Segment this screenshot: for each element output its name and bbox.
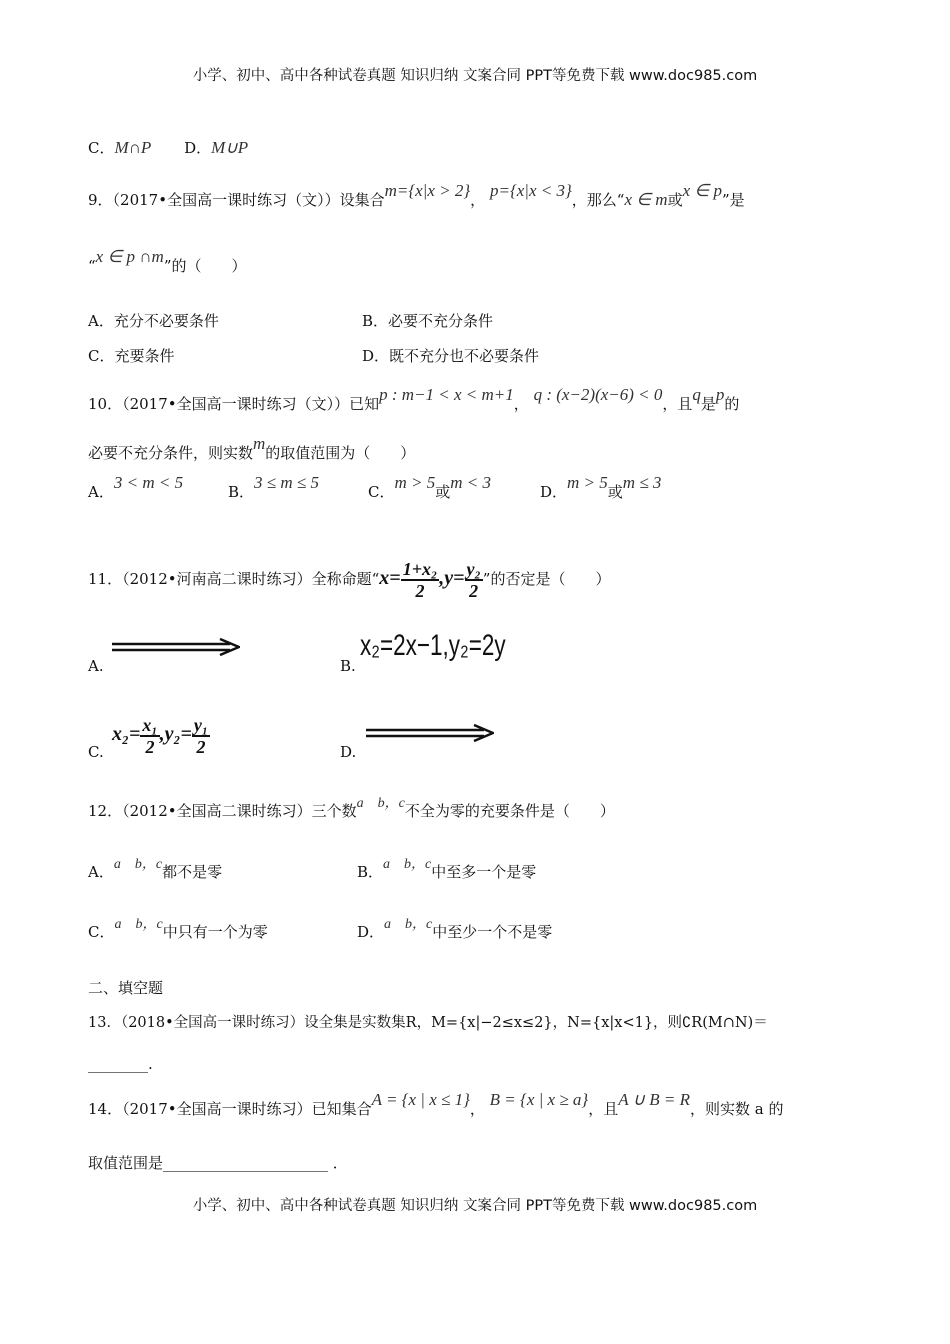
double-arrow-icon (112, 638, 240, 656)
q9-option-a (88, 311, 219, 331)
q10-option-d (540, 473, 662, 502)
option-label: B． (357, 863, 384, 881)
q12-option-b (357, 857, 537, 884)
option-text: 中只有一个为零 (162, 923, 268, 941)
q14-mid: ，且 (588, 1100, 619, 1118)
q14-sep: ， (469, 1100, 485, 1118)
q10-end: 的 (724, 395, 740, 413)
option-vars: a b，c (113, 857, 163, 872)
question-14 (88, 1090, 784, 1119)
q9-set-m: m={x|x > 2} (384, 181, 471, 200)
q11-y: y (444, 567, 454, 589)
option-math: x₂=2x−1,y₂=2y (360, 629, 506, 662)
q10-q-var: q (692, 385, 701, 404)
q12-end: 不全为零的充要条件是（ ） (404, 802, 615, 820)
denominator: 2 (196, 737, 206, 757)
numerator: 1+x₂ (402, 559, 438, 579)
option-label: D． (357, 923, 385, 941)
page-header: 小学、初中、高中各种试卷真题 知识归纳 文案合同 PPT等免费下载 www.doc985.com (192, 68, 758, 84)
fraction (192, 715, 210, 757)
q14-stem: 14．（2017•全国高一课时练习）已知集合 (88, 1100, 372, 1118)
option-label: C． (88, 347, 115, 365)
q12-vars: a b，c (356, 796, 405, 811)
option-d-label: D． (184, 139, 212, 157)
option-vars: a b，c (384, 917, 433, 932)
q10-option-c (368, 473, 491, 502)
option-label: A． (88, 863, 114, 881)
numerator: y₂ (466, 559, 481, 579)
q10-p: p : m−1 < x < m+1 (379, 385, 514, 404)
q12-stem: 12．（2012•全国高二课时练习）三个数 (88, 802, 357, 820)
q9-math1: x ∈ m (624, 190, 668, 209)
option-math: m > 5 (567, 473, 608, 492)
q11-end: ”的否定是（ ） (482, 570, 611, 588)
option-math2: m ≤ 3 (622, 473, 662, 492)
q11-fraction-x (401, 559, 440, 601)
option-label: C． (88, 923, 115, 941)
q11-eq: = (389, 567, 401, 589)
q11-option-a-label: A. (88, 657, 104, 675)
option-label: C． (368, 483, 395, 501)
q9-stem: 9．（2017•全国高一课时练习（文））设集合 (88, 191, 385, 209)
q9-or: 或 (667, 191, 683, 209)
option-text: 充分不必要条件 (113, 312, 219, 330)
q9-mid: ，那么“ (571, 191, 625, 209)
q10-is: 是 (700, 395, 716, 413)
q14-line2 (88, 1153, 348, 1173)
q14-union: A ∪ B = R (618, 1090, 690, 1109)
option-vars: a b，c (114, 917, 163, 932)
q9-quote: “ (88, 257, 96, 275)
q9-sep: ， (470, 191, 486, 209)
page-footer: 小学、初中、高中各种试卷真题 知识归纳 文案合同 PPT等免费下载 www.doc985.com (192, 1198, 758, 1214)
option-label: B． (228, 483, 255, 501)
option-text: 必要不充分条件 (388, 312, 494, 330)
option-text: 都不是零 (162, 863, 223, 881)
option-math: 3 ≤ m ≤ 5 (254, 473, 319, 492)
denominator: 2 (145, 737, 155, 757)
q10-mid: ，且 (662, 395, 693, 413)
option-c-label: C． (88, 139, 115, 157)
option-text: 中至少一个不是零 (432, 923, 553, 941)
denominator: 2 (415, 581, 425, 601)
question-13: 13．（2018•全国高一课时练习）设全集是实数集R，M={x|−2≤x≤2}，N={x|x<1}，则∁R(M∩N)＝ (88, 1015, 768, 1031)
option-text: 充要条件 (114, 347, 175, 365)
section-heading: 二、填空题 (88, 979, 164, 997)
option-vars: a b，c (383, 857, 432, 872)
q9-end: ”是 (721, 191, 745, 209)
option-or: 或 (607, 483, 623, 501)
q10-q: q : (x−2)(x−6) < 0 (533, 385, 663, 404)
q10-option-a (88, 473, 184, 502)
q11-option-c (112, 712, 210, 757)
denominator: 2 (469, 581, 479, 601)
q11-comma: , (439, 567, 445, 589)
q10-line2a: 必要不充分条件，则实数 (88, 444, 254, 462)
option-lhs1: x₂= (112, 723, 141, 745)
q11-option-b-label: B. (340, 657, 356, 675)
q11-fraction-y (465, 559, 483, 601)
question-10 (88, 385, 740, 414)
q10-m: m (253, 434, 266, 453)
q10-p-var: p (715, 385, 725, 404)
option-label: A． (88, 312, 114, 330)
question-9 (88, 181, 745, 210)
option-math: m > 5 (394, 473, 436, 492)
q14-set-b: B = {x | x ≥ a} (489, 1090, 589, 1109)
q10-sep: ， (513, 395, 529, 413)
q9-math2: x ∈ p (682, 181, 722, 200)
option-text: 既不充分也不必要条件 (389, 347, 540, 365)
q12-option-a (88, 857, 223, 884)
q9-set-p: p={x|x < 3} (489, 181, 572, 200)
option-math2: m < 3 (450, 473, 491, 492)
option-lhs2: ,y₂= (159, 723, 192, 745)
q12-option-d (357, 917, 553, 944)
option-d-math: M∪P (211, 138, 249, 157)
question-12 (88, 796, 615, 823)
q10-option-b (228, 473, 319, 502)
q9-option-d (362, 346, 539, 366)
q14-answer-blank[interactable]: ______________________ ． (163, 1154, 348, 1172)
q9-line2-text: ”的（ ） (163, 257, 247, 275)
option-c-math: M∩P (114, 138, 152, 157)
q9-option-c (88, 346, 175, 366)
q11-x: x (379, 567, 390, 589)
question-11 (88, 556, 610, 601)
q14-set-a: A = {x | x ≤ 1} (371, 1090, 470, 1109)
option-label: B． (362, 312, 389, 330)
double-arrow-icon (366, 724, 494, 742)
q8-options (88, 138, 248, 158)
option-label: D． (362, 347, 390, 365)
q11-option-b (360, 626, 554, 670)
q12-option-c (88, 917, 268, 944)
fraction (140, 715, 159, 757)
q11-option-d-label: D. (340, 743, 357, 761)
q13-answer-blank[interactable]: ________. (88, 1055, 153, 1073)
option-label: A． (88, 483, 114, 501)
numerator: y₁ (193, 715, 209, 735)
q9-math3: x ∈ p ∩m (95, 247, 164, 266)
q10-line2 (88, 434, 416, 463)
q11-eq2: = (453, 567, 465, 589)
q10-stem: 10．（2017•全国高一课时练习（文））已知 (88, 395, 380, 413)
q9-line2 (88, 247, 247, 276)
option-math: 3 < m < 5 (113, 473, 184, 492)
q11-stem: 11．（2012•河南高二课时练习）全称命题“ (88, 570, 380, 588)
option-text: 中至多一个是零 (431, 863, 537, 881)
q10-line2b: 的取值范围为（ ） (265, 444, 416, 462)
option-or: 或 (435, 483, 451, 501)
q9-option-b (362, 311, 493, 331)
numerator: x₁ (142, 715, 158, 735)
q14-line2-text: 取值范围是 (88, 1154, 164, 1172)
q14-end: ，则实数 a 的 (690, 1100, 784, 1118)
q11-option-c-label: C. (88, 743, 104, 761)
option-label: D． (540, 483, 568, 501)
